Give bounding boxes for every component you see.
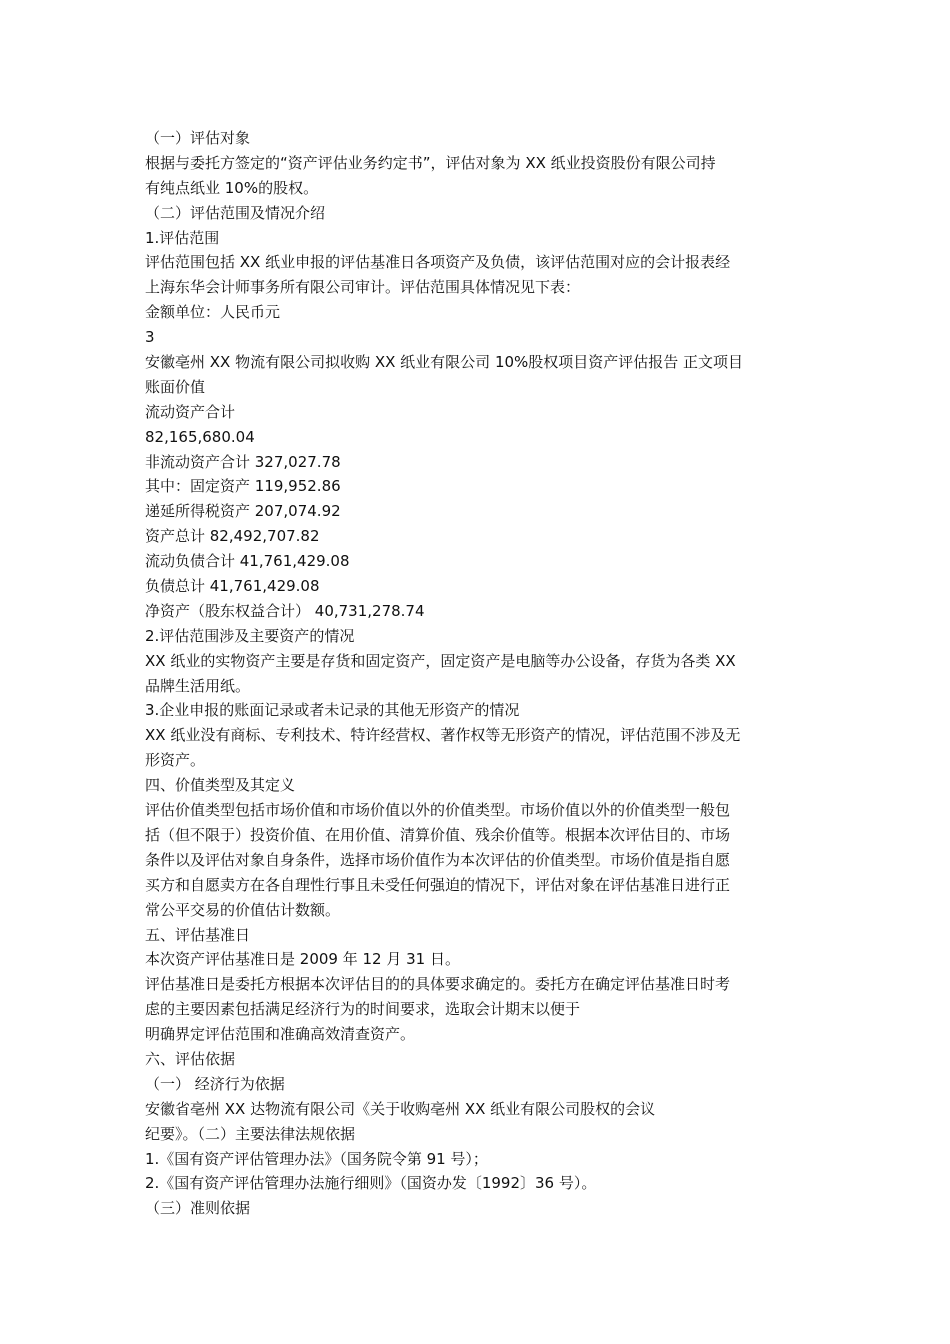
paragraph-line: 纪要》。（二）主要法律法规依据 <box>145 1124 356 1143</box>
report-header-line: 安徽亳州 XX 物流有限公司拟收购 XX 纸业有限公司 10%股权项目资产评估报告 正文项目 <box>145 353 744 372</box>
paragraph-line: XX 纸业没有商标、专利技术、特许经营权、著作权等无形资产的情况，评估范围不涉及无 <box>145 726 741 745</box>
subheading-standards-basis: （三）准则依据 <box>145 1199 251 1218</box>
paragraph-line: 评估基准日是委托方根据本次评估目的的具体要求确定的。委托方在确定评估基准日时考 <box>145 975 731 994</box>
paragraph-line: 条件以及评估对象自身条件，选择市场价值作为本次评估的价值类型。市场价值是指自愿 <box>145 850 731 869</box>
paragraph-line: 形资产。 <box>145 751 206 770</box>
table-row: 净资产（股东权益合计） 40,731,278.74 <box>145 601 425 620</box>
paragraph-line: 上海东华会计师事务所有限公司审计。评估范围具体情况见下表： <box>145 278 581 297</box>
paragraph-line: 明确界定评估范围和准确高效清查资产。 <box>145 1025 416 1044</box>
table-row: 递延所得税资产 207,074.92 <box>145 502 341 521</box>
subheading-intangible-assets: 3.企业申报的账面记录或者未记录的其他无形资产的情况 <box>145 701 520 720</box>
heading-evaluation-object: （一）评估对象 <box>145 129 251 147</box>
table-row: 其中：固定资产 119,952.86 <box>145 477 341 496</box>
paragraph-line: 根据与委托方签定的“资产评估业务约定书”，评估对象为 XX 纸业投资股份有限公司持 <box>145 153 716 172</box>
table-row: 资产总计 82,492,707.82 <box>145 527 320 546</box>
list-item: 1.《国有资产评估管理办法》（国务院令第 91 号）； <box>145 1149 488 1168</box>
paragraph-line: 有纯点纸业 10%的股权。 <box>145 178 319 197</box>
table-row-label: 流动资产合计 <box>145 402 236 421</box>
paragraph-line: XX 纸业的实物资产主要是存货和固定资产，固定资产是电脑等办公设备，存货为各类 XX <box>145 651 736 670</box>
paragraph-line: 买方和自愿卖方在各自理性行事且未受任何强迫的情况下，评估对象在评估基准日进行正 <box>145 875 731 894</box>
document-page <box>145 126 810 1221</box>
page-number: 3 <box>145 328 155 347</box>
paragraph-line: 品牌生活用纸。 <box>145 676 251 695</box>
paragraph-line: 安徽省亳州 XX 达物流有限公司《关于收购亳州 XX 纸业有限公司股权的会议 <box>145 1099 656 1118</box>
heading-evaluation-scope: （二）评估范围及情况介绍 <box>145 203 326 222</box>
table-header-book-value: 账面价值 <box>145 377 206 396</box>
table-row: 流动负债合计 41,761,429.08 <box>145 552 350 571</box>
subheading-economic-basis: （一） 经济行为依据 <box>145 1074 285 1093</box>
table-row: 非流动资产合计 327,027.78 <box>145 452 341 471</box>
paragraph-line: 虑的主要因素包括满足经济行为的时间要求，选取会计期末以便于 <box>145 1000 581 1019</box>
list-item: 2.《国有资产评估管理办法施行细则》（国资办发〔1992〕36 号）。 <box>145 1174 597 1193</box>
paragraph-line: 常公平交易的价值估计数额。 <box>145 900 341 919</box>
currency-unit-note: 金额单位：人民币元 <box>145 303 281 322</box>
subheading-scope: 1.评估范围 <box>145 228 220 247</box>
subheading-main-assets: 2.评估范围涉及主要资产的情况 <box>145 626 355 645</box>
paragraph-line: 评估范围包括 XX 纸业申报的评估基准日各项资产及负债，该评估范围对应的会计报表经 <box>145 253 731 272</box>
table-row: 负债总计 41,761,429.08 <box>145 577 320 596</box>
paragraph-line: 评估价值类型包括市场价值和市场价值以外的价值类型。市场价值以外的价值类型一般包 <box>145 801 731 820</box>
paragraph-line: 括（但不限于）投资价值、在用价值、清算价值、残余价值等。根据本次评估目的、市场 <box>145 825 731 844</box>
heading-evaluation-basis: 六、评估依据 <box>145 1049 236 1068</box>
table-row-value: 82,165,680.04 <box>145 427 255 446</box>
heading-base-date: 五、评估基准日 <box>145 925 251 944</box>
paragraph-line: 本次资产评估基准日是 2009 年 12 月 31 日。 <box>145 950 460 969</box>
heading-value-type: 四、价值类型及其定义 <box>145 776 296 795</box>
